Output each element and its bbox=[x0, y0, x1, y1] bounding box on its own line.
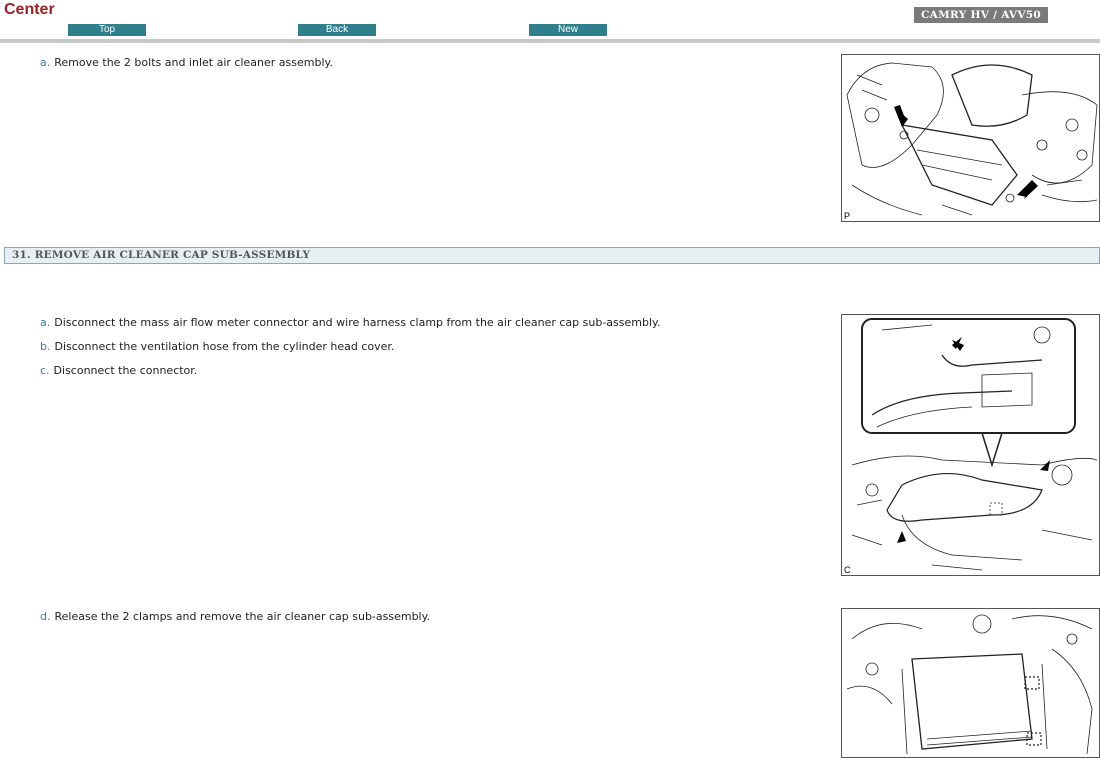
page-header bbox=[0, 0, 1100, 44]
step-text: Disconnect the connector. bbox=[53, 364, 198, 377]
engine-illustration bbox=[842, 55, 1100, 222]
figure-air-cleaner-clamps bbox=[841, 608, 1100, 758]
figure-code: C bbox=[844, 565, 851, 575]
back-button[interactable]: Back bbox=[298, 24, 376, 36]
step-letter: c. bbox=[40, 364, 50, 377]
step-text: Remove the 2 bolts and inlet air cleaner assembly. bbox=[54, 56, 333, 69]
figure-air-cleaner-cap bbox=[841, 314, 1100, 576]
section-header bbox=[4, 247, 1100, 264]
step-text: Release the 2 clamps and remove the air cleaner cap sub-assembly. bbox=[54, 610, 431, 623]
engine-illustration bbox=[842, 315, 1100, 576]
step-release-clamps bbox=[40, 610, 430, 623]
step-text: Disconnect the ventilation hose from the cylinder head cover. bbox=[54, 340, 395, 353]
step-letter: d. bbox=[40, 610, 51, 623]
figure-code: P bbox=[844, 211, 851, 221]
top-button[interactable]: Top bbox=[68, 24, 146, 36]
step-letter: b. bbox=[40, 340, 51, 353]
model-badge: CAMRY HV / AVV50 bbox=[914, 7, 1048, 23]
step-disconnect-connector bbox=[40, 364, 197, 377]
header-divider bbox=[0, 39, 1100, 43]
step-disconnect-mass-air-flow bbox=[40, 316, 660, 329]
step-letter: a. bbox=[40, 56, 51, 69]
brand-title: Center bbox=[4, 1, 55, 18]
new-button[interactable]: New bbox=[529, 24, 607, 36]
step-disconnect-ventilation-hose bbox=[40, 340, 394, 353]
figure-inlet-air-cleaner bbox=[841, 54, 1100, 222]
step-remove-inlet bbox=[40, 56, 333, 69]
section-title: 31. REMOVE AIR CLEANER CAP SUB-ASSEMBLY bbox=[12, 249, 311, 261]
step-text: Disconnect the mass air flow meter connector and wire harness clamp from the air cleaner cap sub-assembly. bbox=[54, 316, 661, 329]
step-letter: a. bbox=[40, 316, 51, 329]
engine-illustration bbox=[842, 609, 1100, 758]
